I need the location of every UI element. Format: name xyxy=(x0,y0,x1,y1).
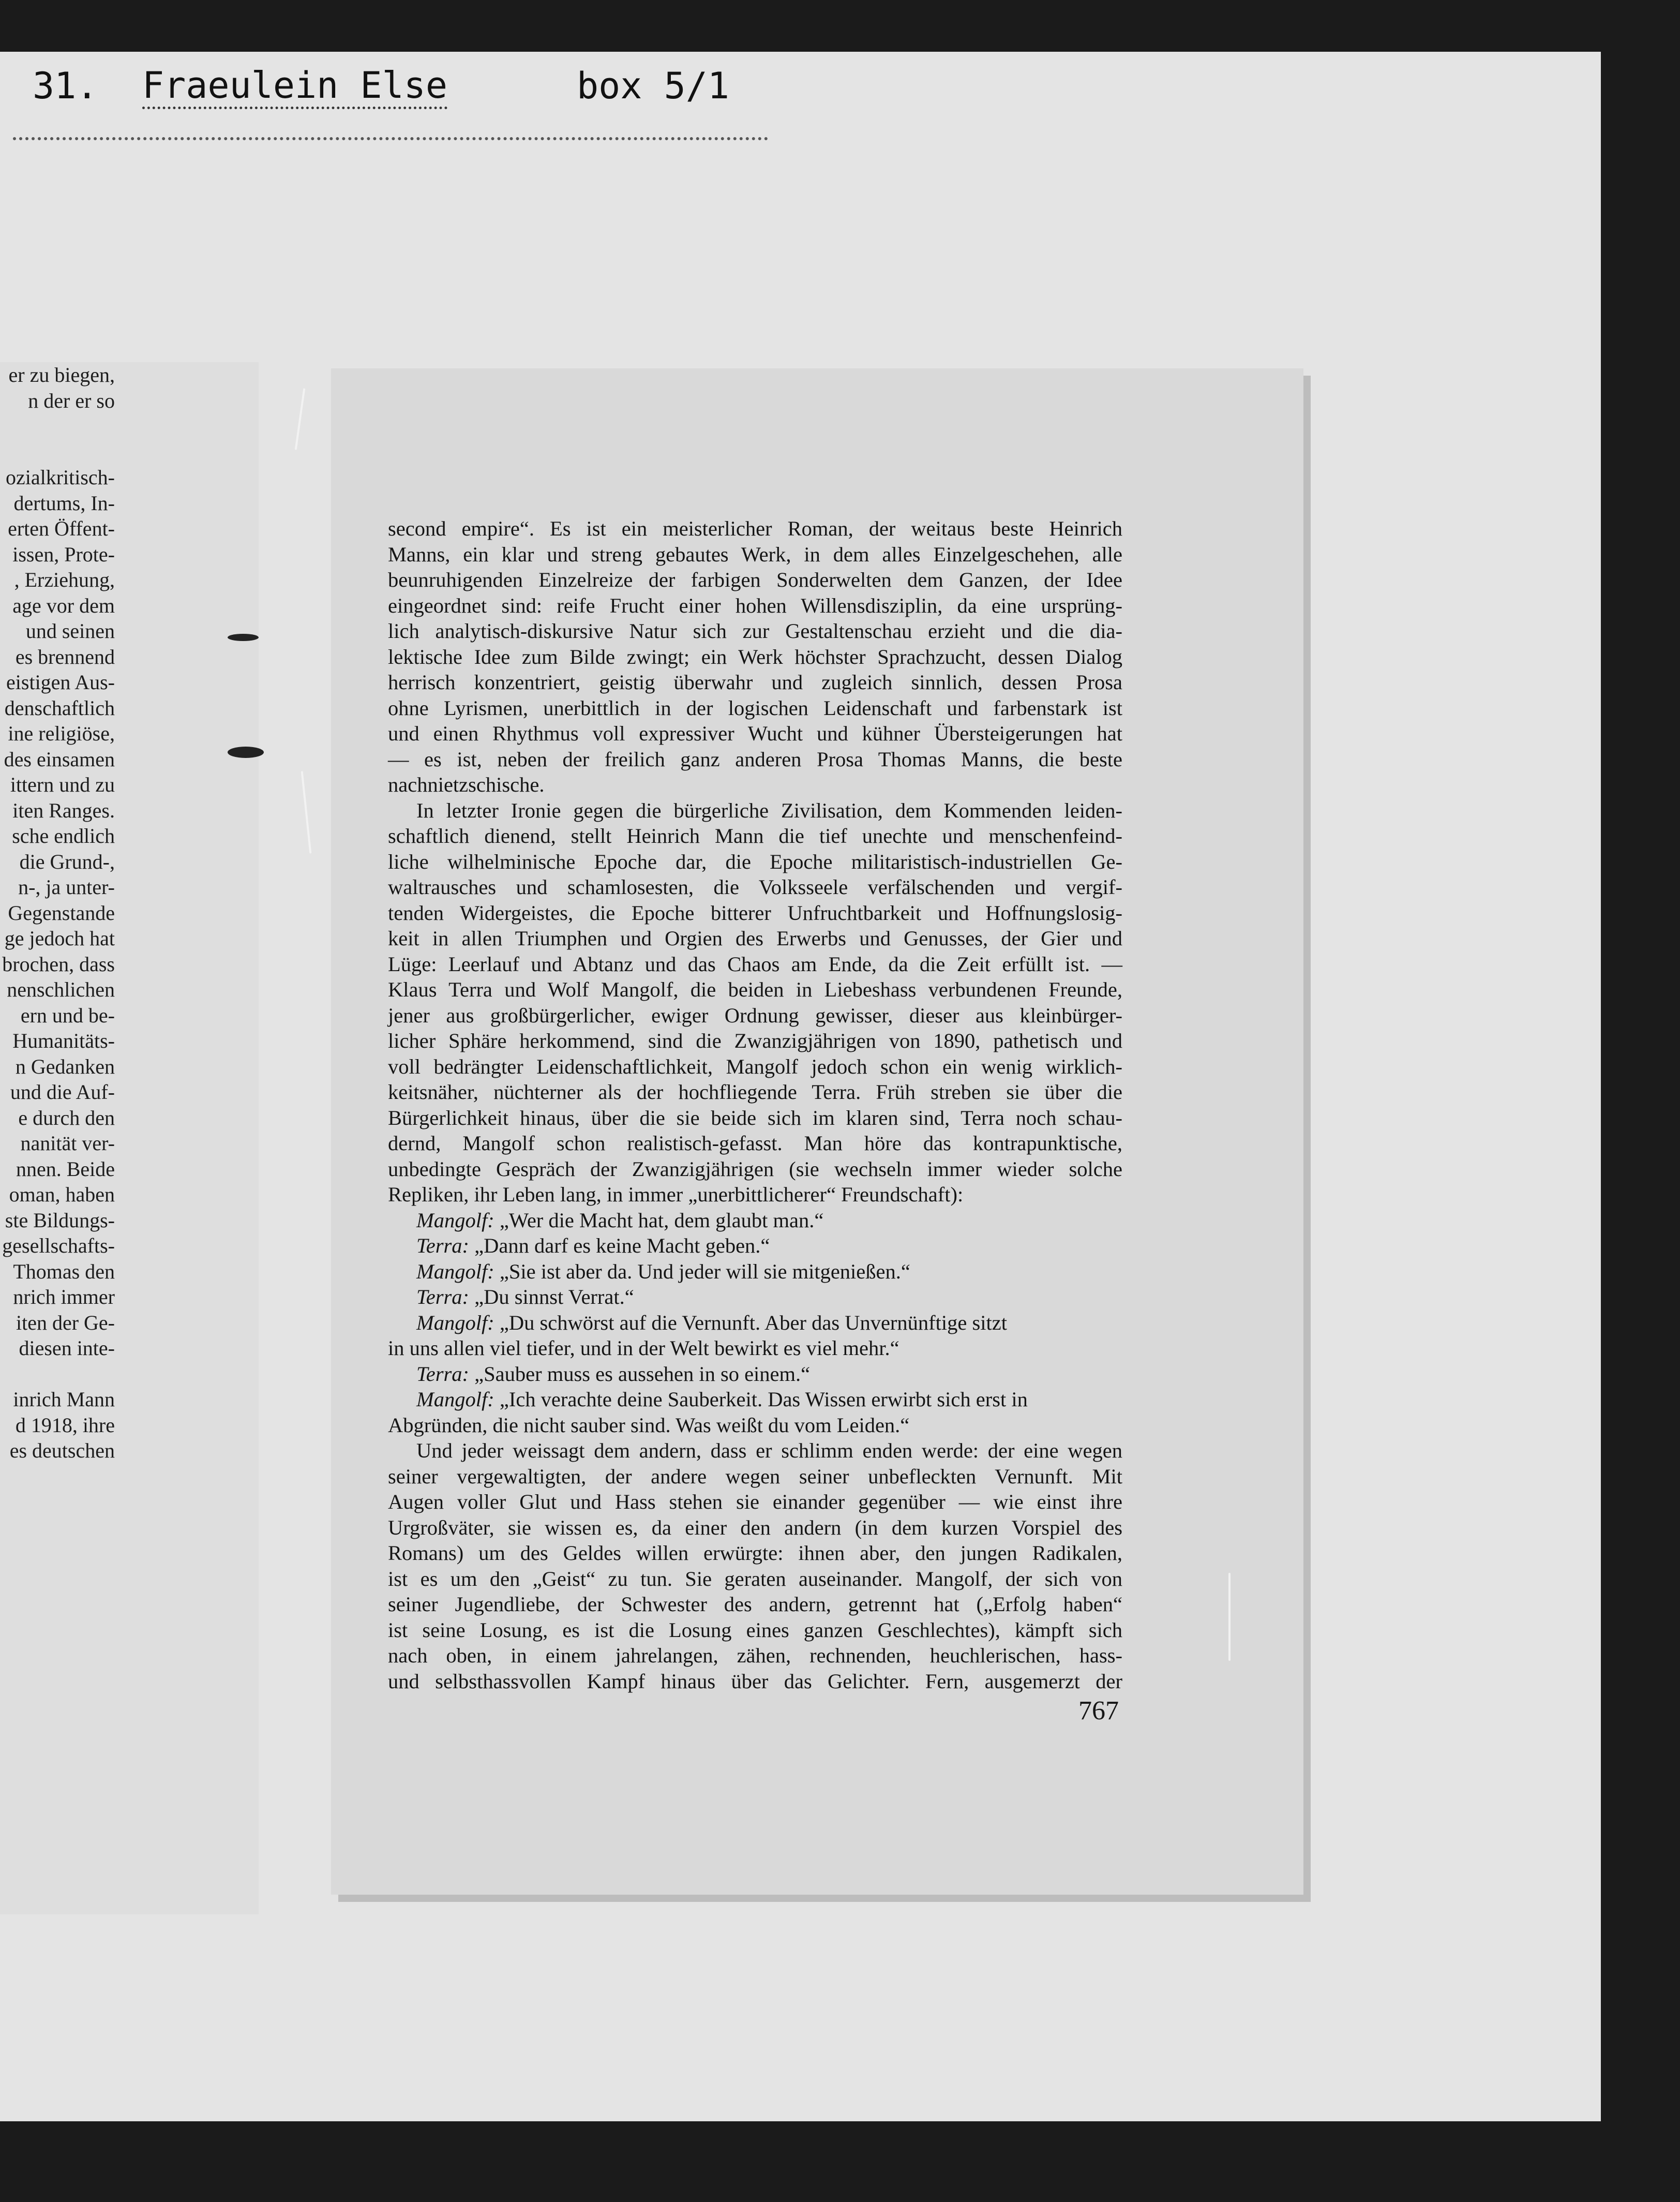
left-text-line: gesellschafts- xyxy=(2,1234,115,1257)
line-text: „Wer die Macht hat, dem glaubt man.“ xyxy=(494,1208,824,1232)
left-text-line: Gegenstande xyxy=(8,901,115,925)
left-text-line: , Erziehung, xyxy=(14,568,115,591)
left-text-line: und seinen xyxy=(25,619,115,643)
speaker-name: Terra: xyxy=(416,1285,470,1308)
left-text-line: iten Ranges. xyxy=(12,798,115,822)
left-text-line: ozialkritisch- xyxy=(5,466,115,489)
text-line xyxy=(388,926,1122,951)
text-line xyxy=(388,1130,1122,1156)
text-line xyxy=(388,1079,1122,1105)
speaker-name: Mangolf: xyxy=(416,1259,494,1283)
archive-header xyxy=(13,54,768,140)
text-line xyxy=(388,1003,1122,1029)
line-text: jener aus großbürgerlicher, ewiger Ordnung gewisser, dieser aus kleinbürger- xyxy=(388,1003,1122,1027)
text-line xyxy=(388,747,1122,772)
line-text: nachnietzschische. xyxy=(388,773,545,796)
left-text-line: ste Bildungs- xyxy=(5,1208,115,1232)
line-text: Bürgerlichkeit hinaus, über die sie beide sich im klaren sind, Terra noch schau- xyxy=(388,1106,1122,1129)
line-text: Klaus Terra und Wolf Mangolf, die beiden in Liebeshass verbundenen Freunde, xyxy=(388,978,1122,1001)
line-text: „Dann darf es keine Macht geben.“ xyxy=(469,1234,770,1257)
line-text: second empire“. Es ist ein meisterlicher Roman, der weitaus beste Heinrich xyxy=(388,517,1122,540)
left-page-text xyxy=(0,362,115,1464)
speaker-name: Mangolf: xyxy=(416,1208,494,1232)
text-line xyxy=(388,798,1122,824)
line-text: Und jeder weissagt dem andern, dass er schlimm enden werde: der eine wegen xyxy=(416,1439,1122,1462)
speaker-name: Terra: xyxy=(416,1234,470,1257)
line-text: Urgroßväter, sie wissen es, da einer den andern (in dem kurzen Vorspiel des xyxy=(388,1515,1122,1539)
left-text-line: ine religiöse, xyxy=(8,722,115,745)
folder-number: 31. xyxy=(33,65,98,107)
line-text: Repliken, ihr Leben lang, in immer „unerbittlicherer“ Freundschaft): xyxy=(388,1183,964,1206)
text-line xyxy=(388,1054,1122,1080)
left-text-line: age vor dem xyxy=(12,593,115,617)
text-line xyxy=(388,1412,1122,1438)
article-body xyxy=(388,516,1122,1694)
line-text: ohne Lyrismen, unerbittlich in der logischen Leidenschaft und farbenstark ist xyxy=(388,696,1122,720)
line-text: Abgründen, die nicht sauber sind. Was weißt du vom Leiden.“ xyxy=(388,1413,910,1437)
ink-mark xyxy=(228,747,264,758)
left-text-line xyxy=(0,439,115,465)
text-line xyxy=(388,618,1122,644)
line-text: und selbsthassvollen Kampf hinaus über das Gelichter. Fern, ausgemerzt der xyxy=(388,1669,1122,1693)
text-line xyxy=(388,721,1122,747)
line-text: dernd, Mangolf schon realistisch-gefasst. Man höre das kontrapunktische, xyxy=(388,1132,1122,1155)
line-text: lektische Idee zum Bilde zwingt; ein Werk höchster Sprachzucht, dessen Dialog xyxy=(388,645,1122,668)
journal-page xyxy=(331,368,1303,1895)
line-text: unbedingte Gespräch der Zwanzigjährigen (sie wechseln immer wieder solche xyxy=(388,1157,1122,1181)
text-line xyxy=(388,593,1122,619)
line-text: Augen voller Glut und Hass stehen sie einander gegenüber — wie einst ihre xyxy=(388,1490,1122,1513)
text-line xyxy=(388,1669,1122,1694)
left-text-line: denschaftlich xyxy=(4,696,115,720)
line-text: licher Sphäre herkommend, sind die Zwanzigjährigen von 1890, pathetisch und xyxy=(388,1029,1122,1052)
speaker-name: Mangolf: xyxy=(416,1311,494,1334)
dialogue-line xyxy=(388,1233,1122,1259)
line-text: und einen Rhythmus voll expressiver Wucht und kühner Übersteigerungen hat xyxy=(388,722,1122,745)
line-text: „Sie ist aber da. Und jeder will sie mitgenießen.“ xyxy=(494,1259,910,1283)
left-text-line: diesen inte- xyxy=(19,1336,115,1360)
text-line xyxy=(388,1643,1122,1669)
left-text-line: Thomas den xyxy=(13,1259,115,1283)
folder-title: Fraeulein Else xyxy=(142,65,447,109)
left-text-line: ern und be- xyxy=(20,1003,115,1027)
line-text: keitsnäher, nüchterner als der hochfliegende Terra. Früh streben sie über die xyxy=(388,1080,1122,1104)
left-text-line xyxy=(0,413,115,439)
left-text-line: e durch den xyxy=(18,1106,115,1129)
text-line xyxy=(388,1105,1122,1131)
dialogue-line xyxy=(388,1387,1122,1412)
text-line xyxy=(388,1438,1122,1464)
left-text-line: sche endlich xyxy=(12,824,115,847)
left-text-line: nenschlichen xyxy=(7,978,115,1001)
left-text-line: oman, haben xyxy=(9,1183,115,1206)
film-scratch xyxy=(1228,1573,1231,1661)
line-text: herrisch konzentriert, geistig überwahr und zugleich sinnlich, dessen Prosa xyxy=(388,671,1122,694)
line-text: — es ist, neben der freilich ganz anderen Prosa Thomas Manns, die beste xyxy=(388,747,1122,771)
text-line xyxy=(388,1028,1122,1054)
page-number: 767 xyxy=(1078,1696,1119,1725)
left-text-line: nnen. Beide xyxy=(16,1157,115,1181)
text-line xyxy=(388,1489,1122,1515)
left-text-line: n Gedanken xyxy=(15,1054,115,1078)
left-text-line: brochen, dass xyxy=(2,952,115,976)
text-line xyxy=(388,823,1122,849)
dialogue-line xyxy=(388,1208,1122,1233)
left-text-line: dertums, In- xyxy=(13,491,115,515)
line-text: nach oben, in einem jahrelangen, zähen, rechnenden, heuchlerischen, hass- xyxy=(388,1644,1122,1667)
line-text: In letzter Ironie gegen die bürgerliche Zivilisation, dem Kommenden leiden- xyxy=(416,798,1122,822)
line-text: seiner vergewaltigten, der andere wegen seiner unbefleckten Vernunft. Mit xyxy=(388,1464,1122,1488)
text-line xyxy=(388,900,1122,926)
dialogue-line xyxy=(388,1310,1122,1336)
left-text-line: iten der Ge- xyxy=(16,1311,115,1334)
text-line xyxy=(388,695,1122,721)
left-text-line: issen, Prote- xyxy=(12,542,115,566)
text-line xyxy=(388,1156,1122,1182)
text-line xyxy=(388,1617,1122,1643)
line-text: tenden Widergeistes, die Epoche bitterer Unfruchtbarkeit und Hoffnungslosig- xyxy=(388,901,1122,925)
dialogue-line xyxy=(388,1259,1122,1285)
left-text-line: nanität ver- xyxy=(20,1132,115,1155)
text-line xyxy=(388,516,1122,542)
left-text-line: es brennend xyxy=(15,645,115,668)
text-line xyxy=(388,1515,1122,1541)
text-line xyxy=(388,951,1122,977)
line-text: liche wilhelminische Epoche dar, die Epoche militaristisch-industriellen Ge- xyxy=(388,850,1122,873)
left-text-line: nrich immer xyxy=(13,1285,115,1308)
text-line xyxy=(388,1464,1122,1490)
line-text: „Du schwörst auf die Vernunft. Aber das Unvernünftige sitzt xyxy=(494,1311,1007,1334)
speaker-name: Terra: xyxy=(416,1362,470,1386)
dialogue-line xyxy=(388,1284,1122,1310)
text-line xyxy=(388,1566,1122,1592)
text-line xyxy=(388,977,1122,1003)
line-text: lich analytisch-diskursive Natur sich zur Gestaltenschau erzieht und die dia- xyxy=(388,619,1122,643)
left-page-fragment xyxy=(0,362,259,1914)
dialogue-line xyxy=(388,1361,1122,1387)
text-line xyxy=(388,1335,1122,1361)
left-text-line: die Grund-, xyxy=(19,850,115,873)
left-text-line: n-, ja unter- xyxy=(18,875,115,899)
box-label: box 5/1 xyxy=(577,65,730,107)
line-text: „Ich verachte deine Sauberkeit. Das Wissen erwirbt sich erst in xyxy=(494,1388,1028,1411)
line-text: Lüge: Leerlauf und Abtanz und das Chaos am Ende, da die Zeit erfüllt ist. — xyxy=(388,952,1122,976)
text-line xyxy=(388,1591,1122,1617)
text-line xyxy=(388,1182,1122,1208)
line-text: waltrausches und schamlosesten, die Volksseele verfälschenden und vergif- xyxy=(388,875,1122,899)
left-text-line: ittern und zu xyxy=(10,773,115,796)
text-line xyxy=(388,849,1122,875)
line-text: beunruhigenden Einzelreize der farbigen Sonderwelten dem Ganzen, der Idee xyxy=(388,568,1122,591)
text-line xyxy=(388,644,1122,670)
line-text: „Du sinnst Verrat.“ xyxy=(469,1285,634,1308)
left-text-line: er zu biegen, xyxy=(8,363,115,386)
line-text: in uns allen viel tiefer, und in der Welt bewirkt es viel mehr.“ xyxy=(388,1336,899,1360)
left-text-line: Humanitäts- xyxy=(12,1029,115,1052)
text-line xyxy=(388,1540,1122,1566)
speaker-name: Mangolf: xyxy=(416,1388,494,1411)
left-text-line: ge jedoch hat xyxy=(4,927,115,950)
line-text: voll bedrängter Leidenschaftlichkeit, Mangolf jedoch schon ein wenig wirklich- xyxy=(388,1054,1122,1078)
line-text: ist seine Losung, es ist die Losung eines ganzen Geschlechtes), kämpft sich xyxy=(388,1618,1122,1642)
text-line xyxy=(388,772,1122,798)
line-text: eingeordnet sind: reife Frucht einer hohen Willensdisziplin, da eine ursprüng- xyxy=(388,593,1122,617)
left-text-line: inrich Mann xyxy=(13,1388,115,1411)
line-text: ist es um den „Geist“ zu tun. Sie geraten auseinander. Mangolf, der sich von xyxy=(388,1567,1122,1590)
left-text-line: und die Auf- xyxy=(10,1080,115,1104)
line-text: keit in allen Triumphen und Orgien des Erwerbs und Genusses, der Gier und xyxy=(388,927,1122,950)
left-text-line xyxy=(0,1361,115,1387)
left-text-line: es deutschen xyxy=(9,1439,115,1462)
ink-mark xyxy=(228,634,259,641)
left-text-line: n der er so xyxy=(28,389,115,412)
text-line xyxy=(388,567,1122,593)
text-line xyxy=(388,874,1122,900)
left-text-line: d 1918, ihre xyxy=(15,1413,115,1437)
line-text: Romans) um des Geldes willen erwürgte: ihnen aber, den jungen Radikalen, xyxy=(388,1541,1122,1565)
line-text: schaftlich dienend, stellt Heinrich Mann die tief unechte und menschenfeind- xyxy=(388,824,1122,847)
line-text: Manns, ein klar und streng gebautes Werk, in dem alles Einzelgeschehen, alle xyxy=(388,542,1122,566)
line-text: „Sauber muss es aussehen in so einem.“ xyxy=(469,1362,811,1386)
line-text: seiner Jugendliebe, der Schwester des andern, getrennt hat („Erfolg haben“ xyxy=(388,1593,1122,1616)
text-line xyxy=(388,669,1122,695)
left-text-line: eistigen Aus- xyxy=(6,671,115,694)
text-line xyxy=(388,542,1122,568)
left-text-line: des einsamen xyxy=(4,747,115,771)
left-text-line: erten Öffent- xyxy=(8,517,115,540)
